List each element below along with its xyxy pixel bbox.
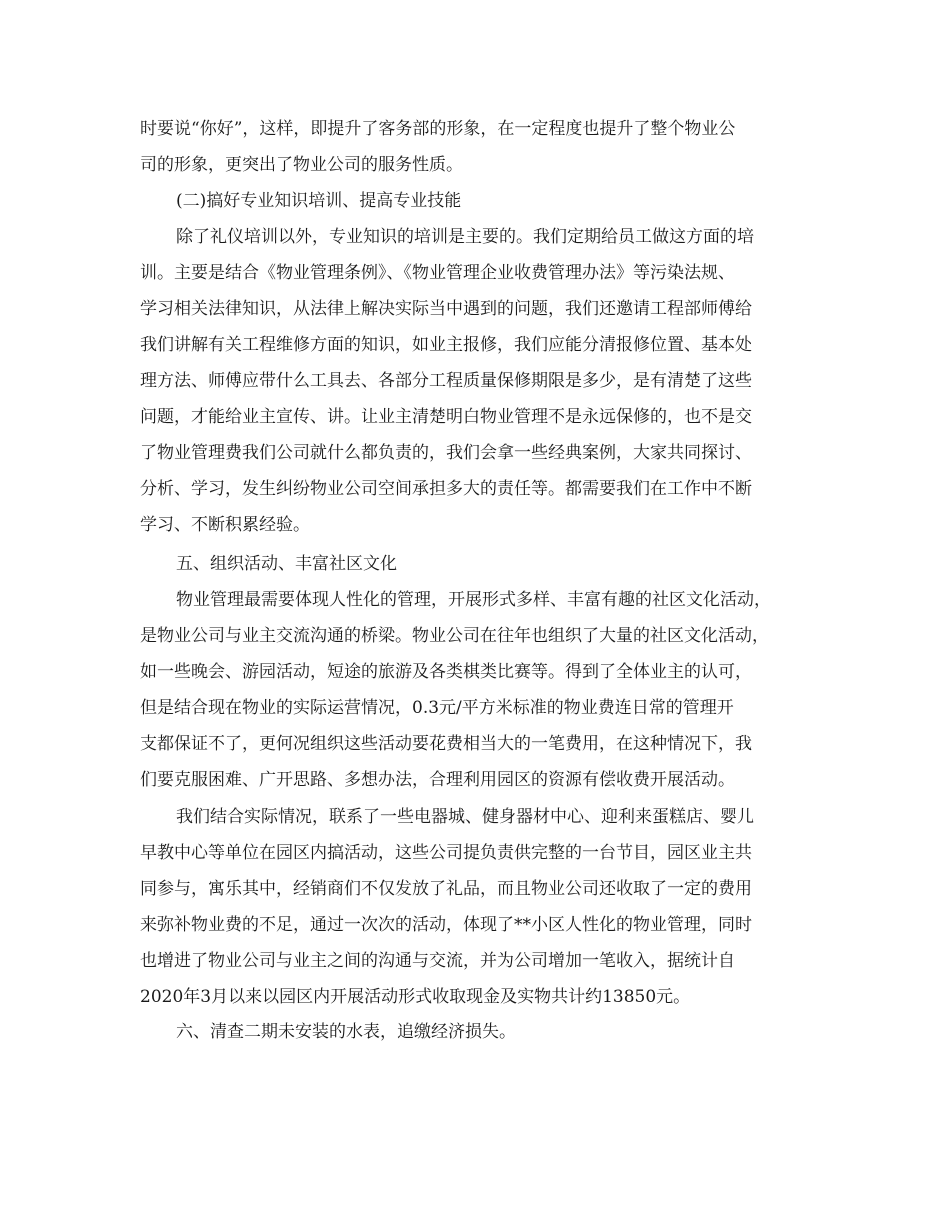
continuation-paragraph xyxy=(140,111,840,183)
paragraph-line: 学习相关法律知识，从法律上解决实际当中遇到的问题，我们还邀请工程部师傅给 xyxy=(140,299,752,319)
paragraph-line: 我们讲解有关工程维修方面的知识，如业主报修，我们应能分清报修位置、基本处 xyxy=(140,335,752,355)
paragraph-line: 们要克服困难、广开思路、多想办法，合理利用园区的资源有偿收费开展活动。 xyxy=(140,770,735,790)
paragraph-line: 分析、学习，发生纠纷物业公司空间承担多大的责任等。都需要我们在工作中不断 xyxy=(140,479,752,499)
paragraph-line: 我们结合实际情况，联系了一些电器城、健身器材中心、迎利来蛋糕店、婴儿 xyxy=(176,807,754,827)
activities-paragraph xyxy=(140,582,840,798)
paragraph-line: 如一些晚会、游园活动，短途的旅游及各类棋类比赛等。得到了全体业主的认可， xyxy=(140,662,752,682)
paragraph-line: 学习、不断积累经验。 xyxy=(140,515,310,535)
training-paragraph xyxy=(140,219,840,543)
section-heading: 六、清查二期未安装的水表，追缴经济损失。 xyxy=(176,1022,516,1042)
heading-community-culture xyxy=(140,546,840,582)
paragraph-line: 同参与，寓乐其中，经销商们不仅发放了礼品，而且物业公司还收取了一定的费用 xyxy=(140,879,752,899)
paragraph-line: 理方法、师傅应带什么工具去、各部分工程质量保修期限是多少，是有清楚了这些 xyxy=(140,371,752,391)
paragraph-line: 了物业管理费我们公司就什么都负责的，我们会拿一些经典案例，大家共同探讨、 xyxy=(140,443,752,463)
paragraph-line: 早教中心等单位在园区内搞活动，这些公司提负责供完整的一台节目，园区业主共 xyxy=(140,843,752,863)
section-subheading: (二)搞好专业知识培训、提高专业技能 xyxy=(176,191,462,211)
heading-water-meters xyxy=(140,1014,840,1050)
paragraph-line: 时要说“你好”，这样，即提升了客务部的形象，在一定程度也提升了整个物业公 xyxy=(140,119,736,139)
subheading-training xyxy=(140,183,840,219)
paragraph-line: 2020年3月以来以园区内开展活动形式收取现金及实物共计约13850元。 xyxy=(140,987,691,1007)
paragraph-line: 来弥补物业费的不足，通过一次次的活动，体现了**小区人性化的物业管理，同时 xyxy=(140,915,752,935)
paragraph-line: 司的形象，更突出了物业公司的服务性质。 xyxy=(140,155,463,175)
paragraph-line: 但是结合现在物业的实际运营情况，0.3元/平方米标准的物业费连日常的管理开 xyxy=(140,698,734,718)
paragraph-line: 问题，才能给业主宣传、讲。让业主清楚明白物业管理不是永远保修的，也不是交 xyxy=(140,407,752,427)
sponsors-paragraph xyxy=(140,799,840,1015)
paragraph-line: 物业管理最需要体现人性化的管理，开展形式多样、丰富有趣的社区文化活动， xyxy=(176,590,771,610)
paragraph-line: 训。主要是结合《物业管理条例》、《物业管理企业收费管理办法》等污染法规、 xyxy=(140,263,735,283)
paragraph-line: 除了礼仪培训以外，专业知识的培训是主要的。我们定期给员工做这方面的培 xyxy=(176,227,754,247)
paragraph-line: 支都保证不了，更何况组织这些活动要花费相当大的一笔费用，在这种情况下，我 xyxy=(140,734,752,754)
section-heading: 五、组织活动、丰富社区文化 xyxy=(176,554,397,574)
paragraph-line: 也增进了物业公司与业主之间的沟通与交流，并为公司增加一笔收入，据统计自 xyxy=(140,951,735,971)
paragraph-line: 是物业公司与业主交流沟通的桥梁。物业公司在往年也组织了大量的社区文化活动， xyxy=(140,626,769,646)
